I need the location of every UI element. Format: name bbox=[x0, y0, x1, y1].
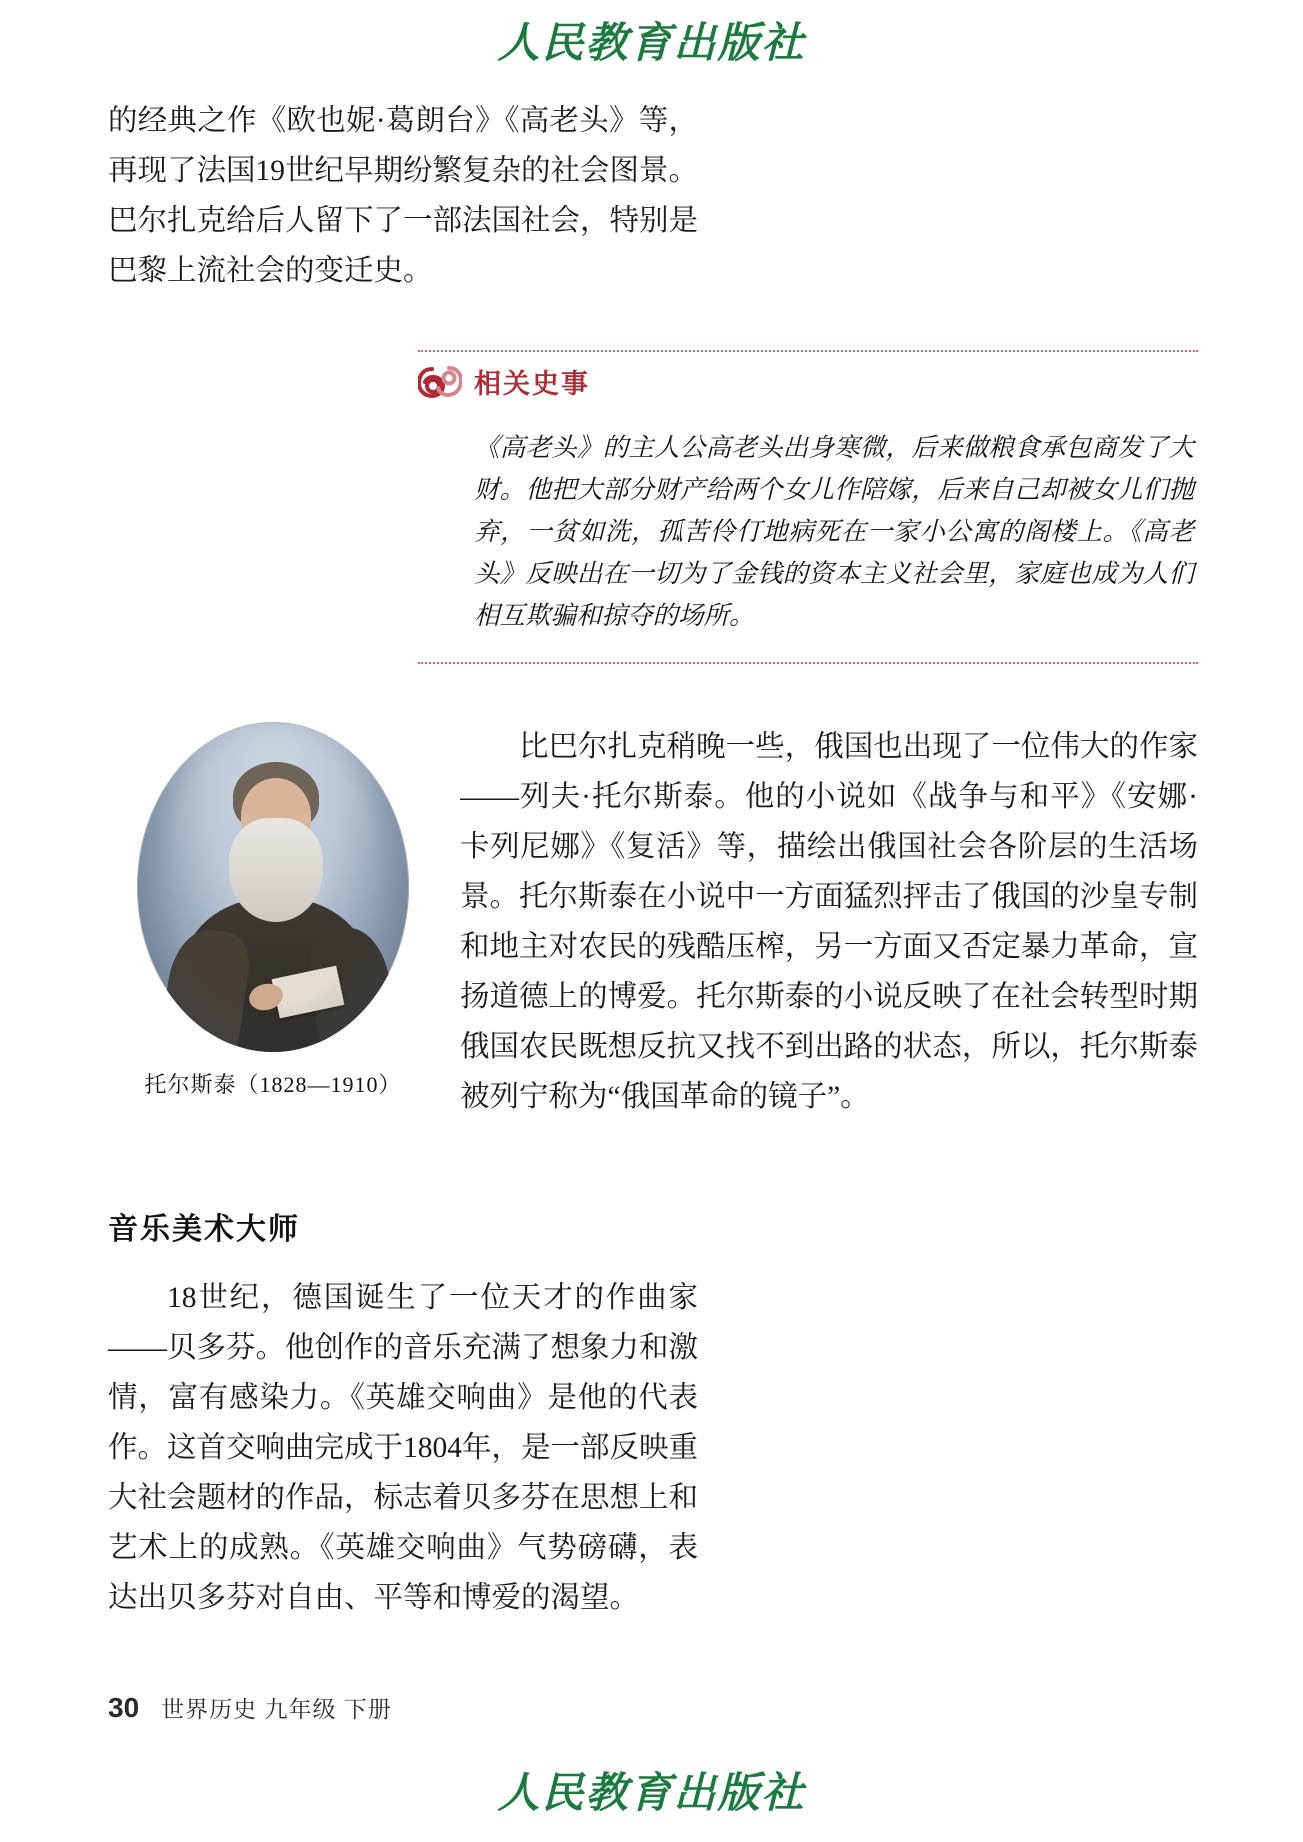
sidebox-title: 相关史事 bbox=[474, 369, 590, 399]
sidebox-bottom-rule bbox=[418, 662, 1198, 664]
tolstoy-portrait-figure bbox=[108, 722, 438, 1099]
related-history-logo-icon bbox=[418, 365, 462, 399]
sidebox-top-rule bbox=[418, 350, 1198, 352]
beethoven-paragraph: 18世纪，德国诞生了一位天才的作曲家——贝多芬。他创作的音乐充满了想象力和激情，富有感染力。《英雄交响曲》是他的代表作。这首交响曲完成于1804年，是一部反映重大社会题材的作品，标志着贝多芬在思想上和艺术上的成熟。《英雄交响曲》气势磅礴，表达出贝多芬对自由、平等和博爱的渴望。 bbox=[108, 1281, 699, 1614]
related-history-box bbox=[418, 350, 1198, 664]
section-heading-music-art-masters: 音乐美术大师 bbox=[108, 1213, 300, 1246]
portrait-caption: 托尔斯泰（1828—1910） bbox=[144, 1072, 402, 1097]
page-footer bbox=[108, 1691, 392, 1724]
page-content bbox=[108, 96, 1198, 1623]
intro-paragraph: 的经典之作《欧也妮·葛朗台》《高老头》等，再现了法国19世纪早期纷繁复杂的社会图景。巴尔扎克给后人留下了一部法国社会，特别是巴黎上流社会的变迁史。 bbox=[108, 105, 699, 287]
tolstoy-paragraph: 比巴尔扎克稍晚一些，俄国也出现了一位伟大的作家——列夫·托尔斯泰。他的小说如《战争与和平》《安娜·卡列尼娜》《复活》等，描绘出俄国社会各阶层的生活场景。托尔斯泰在小说中一方面猛烈抨击了俄国的沙皇专制和地主对农民的残酷压榨，另一方面又否定暴力革命，宣扬道德上的博爱。托尔斯泰的小说反映了在社会转型时期俄国农民既想反抗又找不到出路的状态，所以，托尔斯泰被列宁称为“俄国革命的镜子”。 bbox=[460, 731, 1198, 1113]
sidebox-body-text: 《高老头》的主人公高老头出身寒微，后来做粮食承包商发了大财。他把大部分财产给两个女儿作陪嫁，后来自己却被女儿们抛弃，一贫如洗，孤苦伶仃地病死在一家小公寓的阁楼上。《高老头》反映出在一切为了金钱的资本主义社会里，家庭也成为人们相互欺骗和掠夺的场所。 bbox=[474, 432, 1194, 630]
footer-book-title: 世界历史 九年级 下册 bbox=[161, 1696, 392, 1722]
tolstoy-portrait-image bbox=[137, 722, 409, 1052]
sidebox-header bbox=[418, 362, 1198, 401]
publisher-mark-top: 人民教育出版社 bbox=[497, 21, 806, 67]
page-number: 30 bbox=[108, 1692, 140, 1723]
tolstoy-section bbox=[108, 722, 1198, 1142]
publisher-mark-bottom: 人民教育出版社 bbox=[497, 1771, 806, 1817]
